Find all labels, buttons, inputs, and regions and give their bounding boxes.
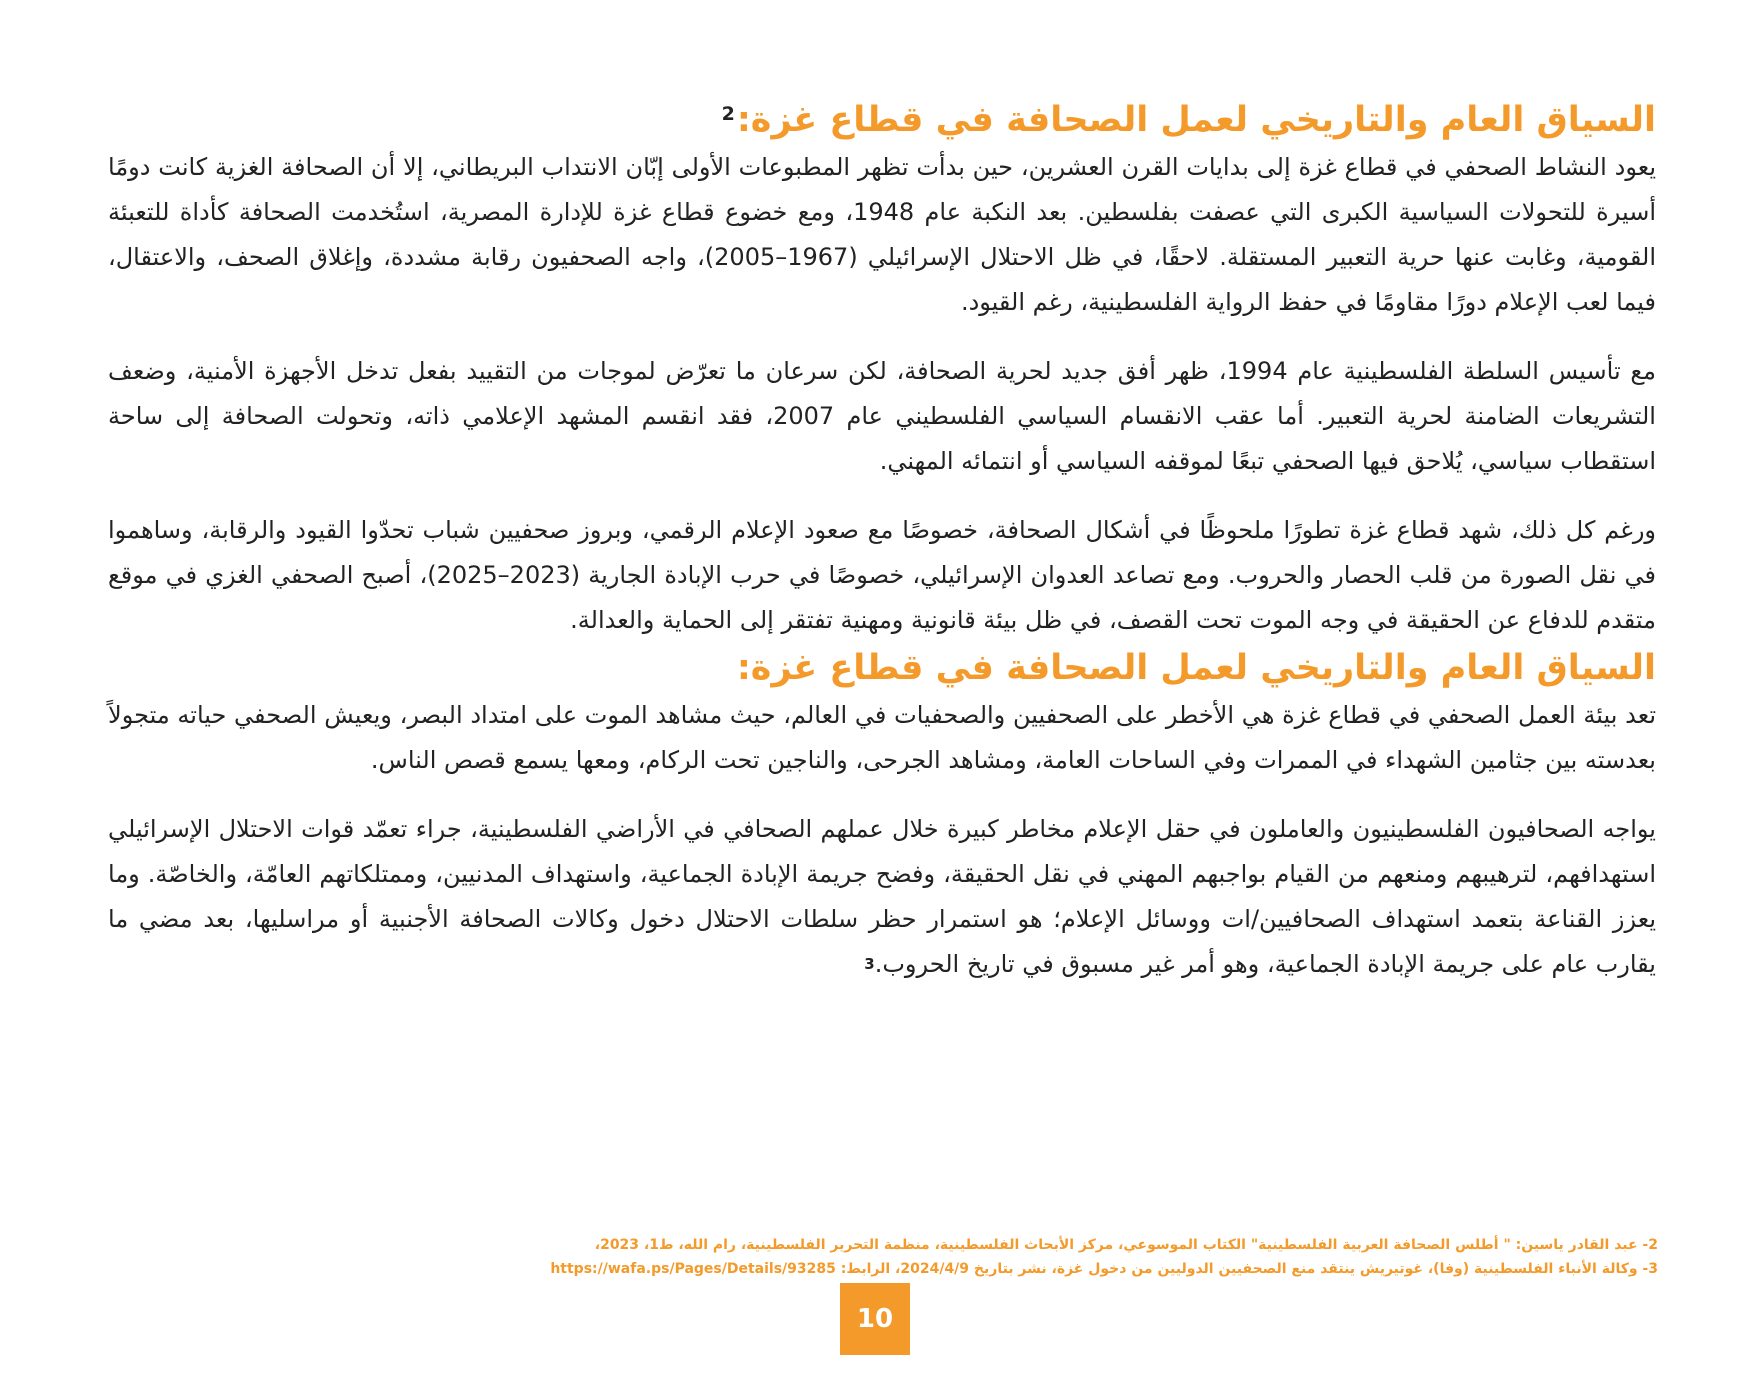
footnote-2: 2- عبد القادر ياسين: " أطلس الصحافة العربية الفلسطينية" الكتاب الموسوعي، مركز الأبحاث الفلسطينية، منظمة التحرير الفلسطينية، رام الله، ط1، 2023، xyxy=(594,1237,1658,1253)
page-number-badge: 10 xyxy=(840,1283,910,1355)
footnote-ref-3[interactable]: 3 xyxy=(864,955,875,973)
paragraph-authority: مع تأسيس السلطة الفلسطينية عام 1994، ظهر أفق جديد لحرية الصحافة، لكن سرعان ما تعرّض لموجات من التقييد بفعل تدخل الأجهزة الأمنية، وضعف التشريعات الضامنة لحرية التعبير. أما عقب الانقسام السياسي الفلسطيني عام 2007، فقد انقسم المشهد الإعلامي ذاته، وتحولت الصحافة إلى ساحة استقطاب سياسي، يُلاحق فيها الصحفي تبعًا لموقفه السياسي أو انتمائه المهني. xyxy=(108,357,1656,475)
paragraph-risks-text: يواجه الصحافيون الفلسطينيون والعاملون في حقل الإعلام مخاطر كبيرة خلال عملهم الصحافي في الأراضي الفلسطينية، جراء تعمّد قوات الاحتلال الإسرائيلي استهدافهم، لترهيبهم ومنعهم من القيام بواجبهم المهني في نقل الحقيقة، وفضح جريمة الإبادة الجماعية، واستهداف المدنيين، وممتلكاتهم العامّة، والخاصّة. وما يعزز القناعة بتعمد استهداف الصحافيين/ات ووسائل الإعلام؛ هو استمرار حظر سلطات الاحتلال دخول وكالات الصحافة الأجنبية أو مراسليها، بعد مضي ما يقارب عام على جريمة الإبادة الجماعية، وهو أمر غير مسبوق في تاريخ الحروب. xyxy=(108,815,1656,978)
section-heading-context xyxy=(108,95,1656,145)
footnotes xyxy=(108,1233,1658,1281)
section-heading-text: السياق العام والتاريخي لعمل الصحافة في قطاع غزة: xyxy=(736,100,1656,140)
document-body xyxy=(108,95,1656,987)
paragraph-history: يعود النشاط الصحفي في قطاع غزة إلى بدايات القرن العشرين، حين بدأت تظهر المطبوعات الأولى إبّان الانتداب البريطاني، إلا أن الصحافة الغزية كانت دومًا أسيرة للتحولات السياسية الكبرى التي عصفت بفلسطين. بعد النكبة عام 1948، ومع خضوع قطاع غزة للإدارة المصرية، استُخدمت الصحافة كأداة للتعبئة القومية، وغابت عنها حرية التعبير المستقلة. لاحقًا، في ظل الاحتلال الإسرائيلي (1967–2005)، واجه الصحفيون رقابة مشددة، وإغلاق الصحف، والاعتقال، فيما لعب الإعلام دورًا مقاومًا في حفظ الرواية الفلسطينية، رغم القيود. xyxy=(108,153,1657,316)
paragraph-risks xyxy=(108,807,1656,987)
paragraph-digital-media: ورغم كل ذلك، شهد قطاع غزة تطورًا ملحوظًا في أشكال الصحافة، خصوصًا مع صعود الإعلام الرقمي، وبروز صحفيين شباب تحدّوا القيود والرقابة، وساهموا في نقل الصورة من قلب الحصار والحروب. ومع تصاعد العدوان الإسرائيلي، خصوصًا في حرب الإبادة الجارية (2023–2025)، أصبح الصحفي الغزي في موقع متقدم للدفاع عن الحقيقة في وجه الموت تحت القصف، في ظل بيئة قانونية ومهنية تفتقر إلى الحماية والعدالة. xyxy=(108,516,1656,634)
footnote-3[interactable]: 3- وكالة الأنباء الفلسطينية (وفا)، غوتيريش ينتقد منع الصحفيين الدوليين من دخول غزة، نشر بتاريخ 2024/4/9، الرابط: https://wafa.ps/Pages/Details/93285 xyxy=(550,1261,1658,1277)
section-heading-context-2: السياق العام والتاريخي لعمل الصحافة في قطاع غزة: xyxy=(736,648,1656,688)
footnote-ref-2[interactable]: 2 xyxy=(721,103,735,125)
paragraph-environment: تعد بيئة العمل الصحفي في قطاع غزة هي الأخطر على الصحفيين والصحفيات في العالم، حيث مشاهد الموت على امتداد البصر، ويعيش الصحفي حياته متجولاً بعدسته بين جثامين الشهداء في الممرات وفي الساحات العامة، ومشاهد الجرحى، والناجين تحت الركام، ومعها يسمع قصص الناس. xyxy=(108,701,1656,774)
